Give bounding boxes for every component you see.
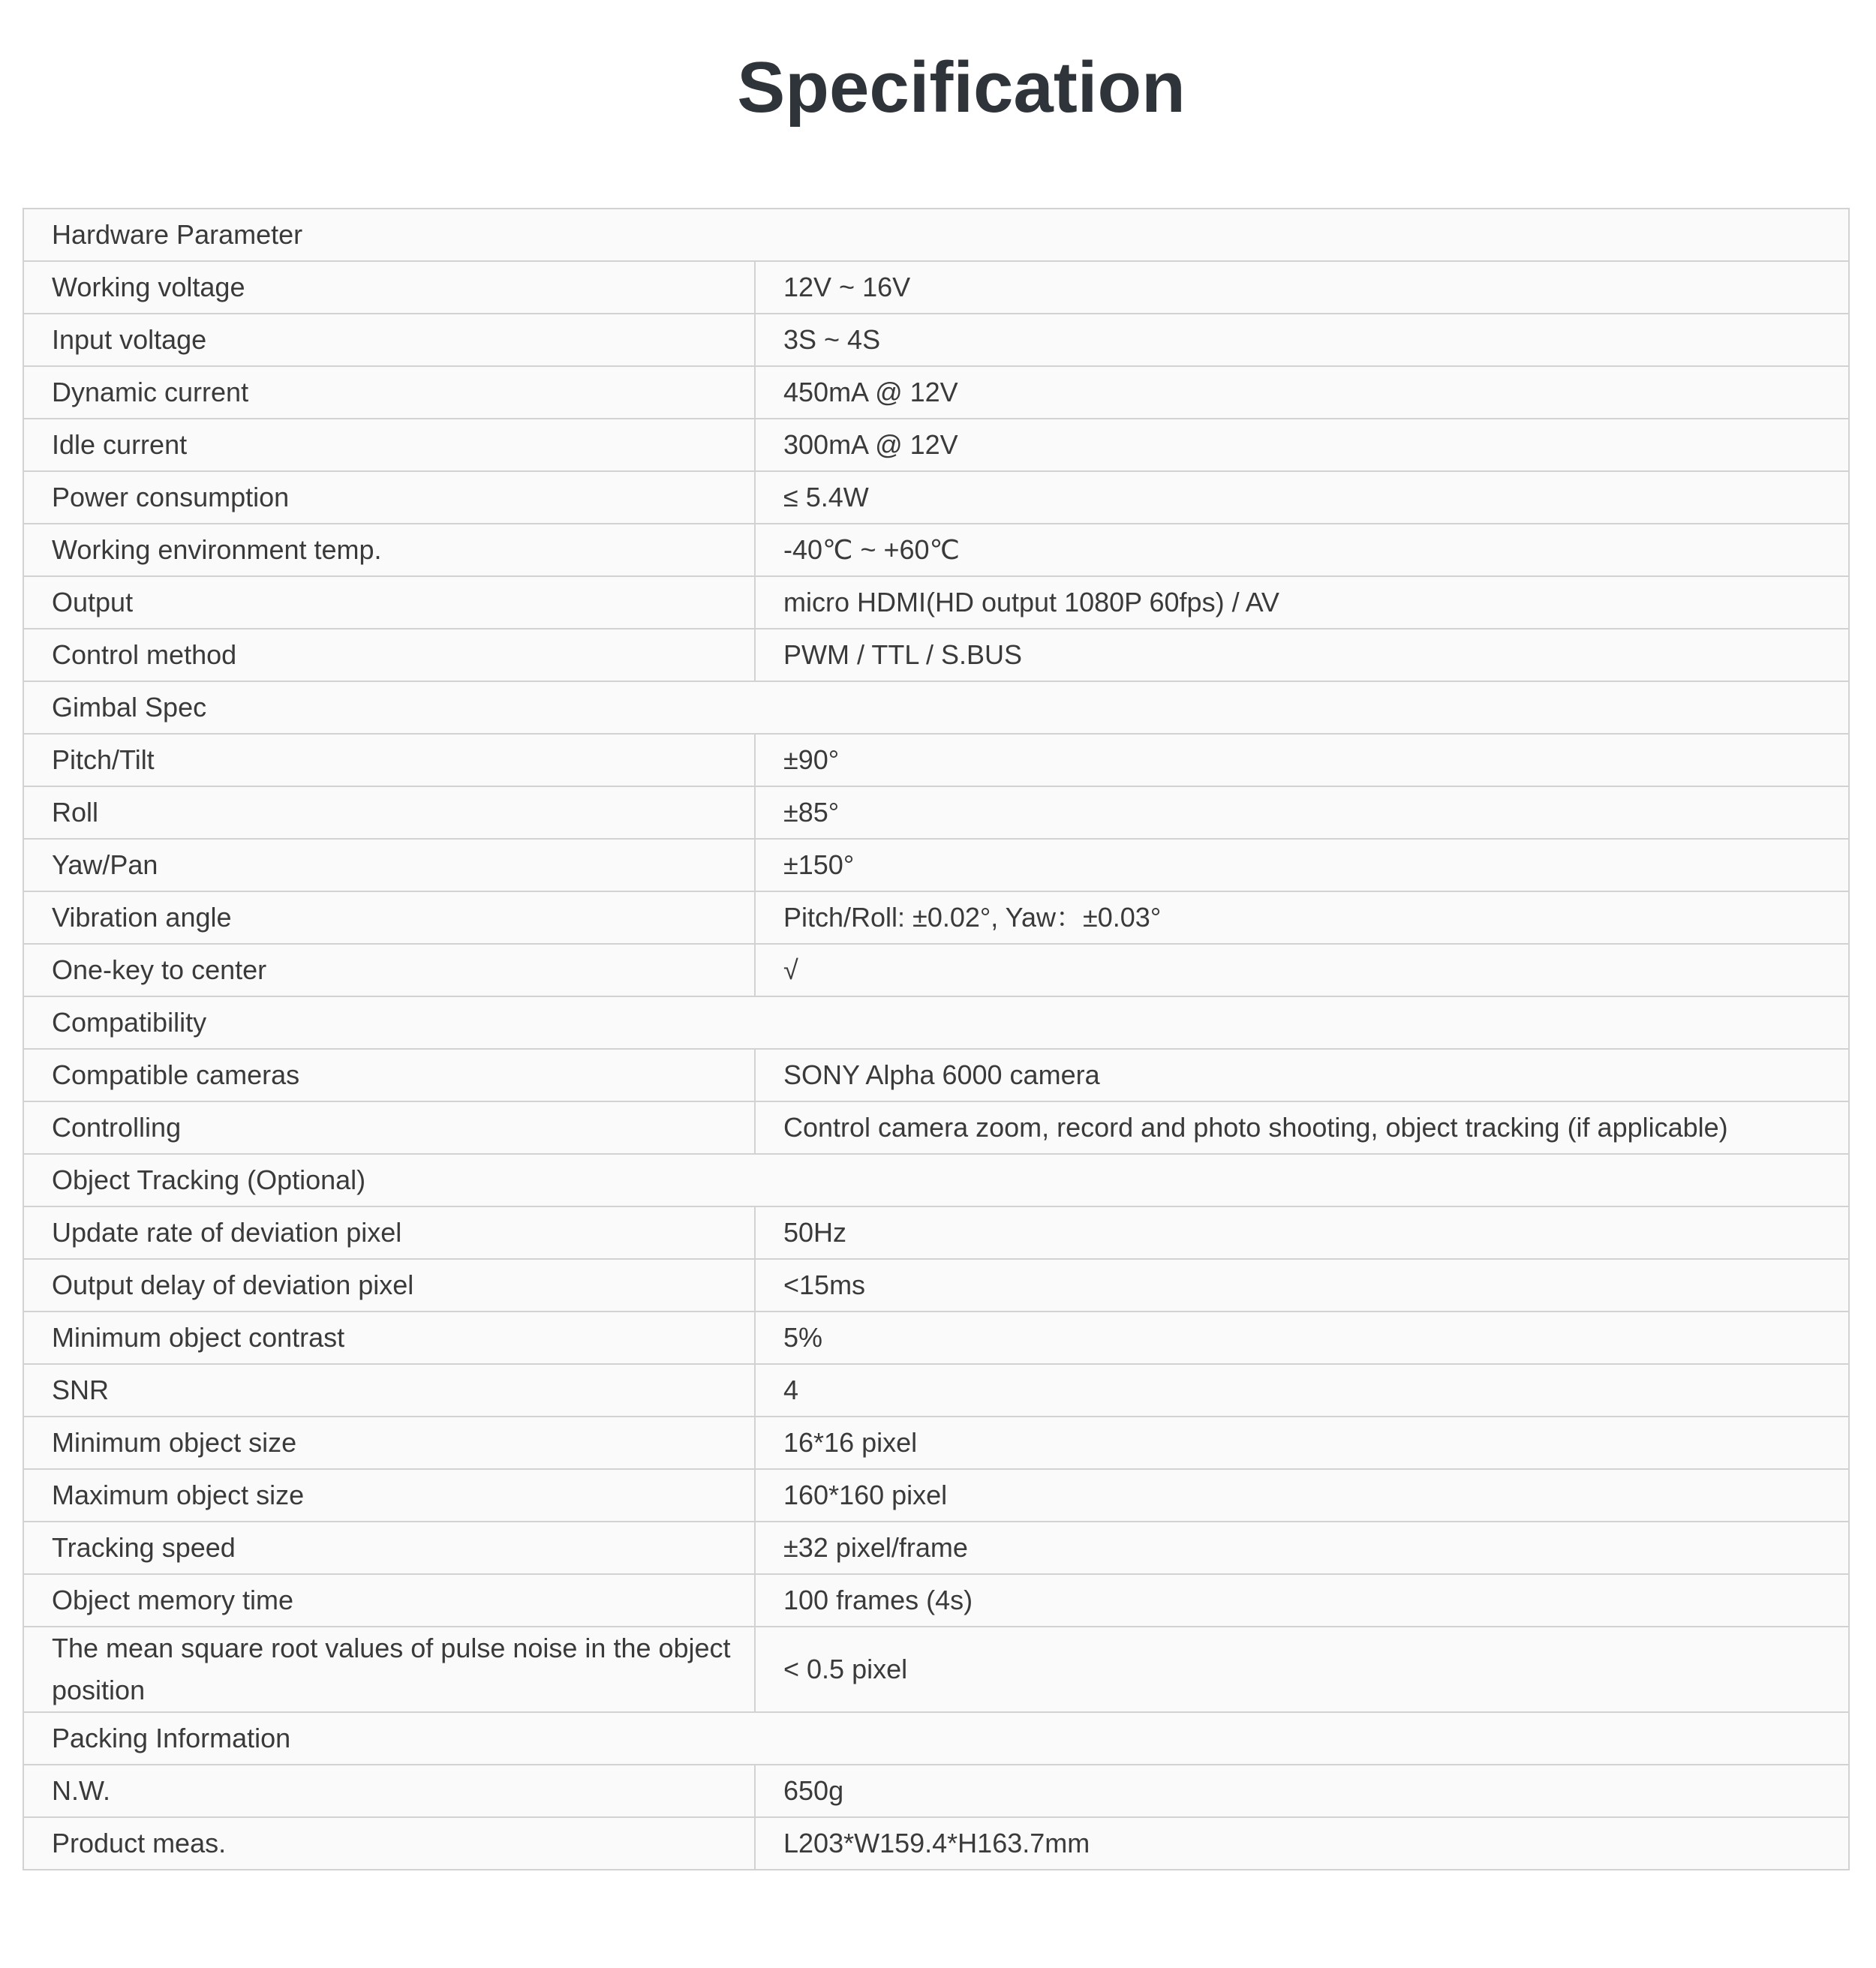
- spec-label: Product meas.: [23, 1817, 755, 1870]
- spec-label: Maximum object size: [23, 1469, 755, 1522]
- spec-value: <15ms: [755, 1259, 1849, 1311]
- spec-value: ±32 pixel/frame: [755, 1522, 1849, 1574]
- spec-value: 16*16 pixel: [755, 1417, 1849, 1469]
- section-title: Packing Information: [23, 1712, 1849, 1765]
- spec-value: ±90°: [755, 734, 1849, 786]
- spec-label: Object memory time: [23, 1574, 755, 1627]
- spec-row: [23, 1817, 1849, 1870]
- section-header-row: [23, 681, 1849, 734]
- spec-value: PWM / TTL / S.BUS: [755, 629, 1849, 681]
- spec-label: Control method: [23, 629, 755, 681]
- spec-label: Compatible cameras: [23, 1049, 755, 1101]
- spec-label: SNR: [23, 1364, 755, 1417]
- spec-value: 300mA @ 12V: [755, 419, 1849, 471]
- spec-label: Input voltage: [23, 314, 755, 366]
- spec-row: [23, 944, 1849, 996]
- page-title: Specification: [737, 47, 1186, 128]
- spec-label: Working voltage: [23, 261, 755, 314]
- spec-label: Working environment temp.: [23, 524, 755, 576]
- spec-row: [23, 261, 1849, 314]
- spec-value: ±85°: [755, 786, 1849, 839]
- spec-value: √: [755, 944, 1849, 996]
- spec-label: Tracking speed: [23, 1522, 755, 1574]
- spec-row: [23, 314, 1849, 366]
- spec-value: < 0.5 pixel: [755, 1627, 1849, 1712]
- spec-label: Output delay of deviation pixel: [23, 1259, 755, 1311]
- spec-label: Minimum object contrast: [23, 1311, 755, 1364]
- spec-row: [23, 576, 1849, 629]
- section-title: Compatibility: [23, 996, 1849, 1049]
- spec-row: [23, 1469, 1849, 1522]
- section-header-row: [23, 209, 1849, 261]
- spec-row: [23, 1259, 1849, 1311]
- spec-label: Roll: [23, 786, 755, 839]
- spec-value: micro HDMI(HD output 1080P 60fps) / AV: [755, 576, 1849, 629]
- spec-label: Idle current: [23, 419, 755, 471]
- spec-value: 3S ~ 4S: [755, 314, 1849, 366]
- spec-row: [23, 629, 1849, 681]
- section-header-row: [23, 1154, 1849, 1206]
- spec-row: [23, 1522, 1849, 1574]
- spec-label: Vibration angle: [23, 891, 755, 944]
- spec-value: Control camera zoom, record and photo shooting, object tracking (if applicable): [755, 1101, 1849, 1154]
- spec-value: 5%: [755, 1311, 1849, 1364]
- spec-row: [23, 891, 1849, 944]
- spec-value: 450mA @ 12V: [755, 366, 1849, 419]
- spec-label: Power consumption: [23, 471, 755, 524]
- spec-value: 160*160 pixel: [755, 1469, 1849, 1522]
- spec-row: [23, 1364, 1849, 1417]
- spec-row: [23, 1311, 1849, 1364]
- spec-value: 50Hz: [755, 1206, 1849, 1259]
- spec-row: [23, 524, 1849, 576]
- spec-label: One-key to center: [23, 944, 755, 996]
- spec-row: [23, 419, 1849, 471]
- section-title: Object Tracking (Optional): [23, 1154, 1849, 1206]
- spec-row: [23, 471, 1849, 524]
- spec-value: 650g: [755, 1765, 1849, 1817]
- spec-value: 12V ~ 16V: [755, 261, 1849, 314]
- spec-value: ≤ 5.4W: [755, 471, 1849, 524]
- spec-label: Dynamic current: [23, 366, 755, 419]
- spec-row: [23, 1101, 1849, 1154]
- spec-value: 4: [755, 1364, 1849, 1417]
- section-header-row: [23, 1712, 1849, 1765]
- spec-row: [23, 786, 1849, 839]
- spec-row: [23, 1206, 1849, 1259]
- section-header-row: [23, 996, 1849, 1049]
- spec-row: [23, 839, 1849, 891]
- spec-label: Pitch/Tilt: [23, 734, 755, 786]
- spec-label: Update rate of deviation pixel: [23, 1206, 755, 1259]
- spec-label: N.W.: [23, 1765, 755, 1817]
- specification-table: [23, 208, 1850, 1870]
- spec-row: [23, 1417, 1849, 1469]
- section-title: Hardware Parameter: [23, 209, 1849, 261]
- spec-row: [23, 1049, 1849, 1101]
- spec-label: Controlling: [23, 1101, 755, 1154]
- spec-row: [23, 1765, 1849, 1817]
- spec-label: Minimum object size: [23, 1417, 755, 1469]
- spec-value: 100 frames (4s): [755, 1574, 1849, 1627]
- spec-label: Output: [23, 576, 755, 629]
- spec-row: [23, 366, 1849, 419]
- spec-value: SONY Alpha 6000 camera: [755, 1049, 1849, 1101]
- spec-row: [23, 1574, 1849, 1627]
- spec-value: -40℃ ~ +60℃: [755, 524, 1849, 576]
- section-title: Gimbal Spec: [23, 681, 1849, 734]
- spec-value: ±150°: [755, 839, 1849, 891]
- spec-value: L203*W159.4*H163.7mm: [755, 1817, 1849, 1870]
- spec-row: [23, 1627, 1849, 1712]
- spec-value: Pitch/Roll: ±0.02°, Yaw：±0.03°: [755, 891, 1849, 944]
- spec-label: The mean square root values of pulse noise in the object position: [23, 1627, 755, 1712]
- spec-row: [23, 734, 1849, 786]
- spec-label: Yaw/Pan: [23, 839, 755, 891]
